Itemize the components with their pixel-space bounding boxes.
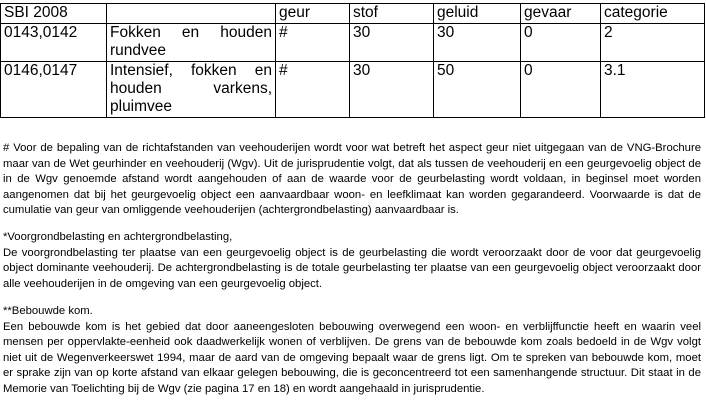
cell-gevaar: 0	[521, 24, 601, 62]
bebouwde-kom-footnote	[3, 304, 701, 397]
bebouwde-kom-footnote-title: **Bebouwde kom.	[3, 305, 93, 317]
table-row	[1, 62, 705, 118]
cell-activity: Intensief, fokken en houden varkens, pluimvee	[107, 62, 276, 118]
header-activity	[107, 4, 276, 24]
header-gevaar: gevaar	[521, 4, 601, 24]
voorgrond-footnote-title: *Voorgrondbelasting en achtergrondbelasting,	[3, 231, 233, 243]
voorgrond-footnote	[3, 230, 701, 292]
cell-geluid: 30	[434, 24, 521, 62]
cell-sbi: 0143,0142	[1, 24, 107, 62]
header-stof: stof	[350, 4, 434, 24]
geur-footnote	[3, 141, 701, 219]
cell-geluid: 50	[434, 62, 521, 118]
category-table	[0, 3, 705, 118]
cell-stof: 30	[350, 62, 434, 118]
voorgrond-footnote-text: De voorgrondbelasting ter plaatse van een geurgevoelig object is de geurbelasting die wordt veroorzaakt door de voor dat geurgevoelig object dominante veehouderij. De achtergrondbelasting is de totale geurbelasting ter plaatse van een geurgevoelig object veroorzaakt door alle veehouderijen in de omgeving van een geurgevoelig object.	[3, 246, 701, 290]
table-row	[1, 24, 705, 62]
table-header-row	[1, 4, 705, 24]
cell-gevaar: 0	[521, 62, 601, 118]
cell-sbi: 0146,0147	[1, 62, 107, 118]
header-geluid: geluid	[434, 4, 521, 24]
cell-geur: #	[276, 24, 350, 62]
header-categorie: categorie	[601, 4, 705, 24]
cell-geur: #	[276, 62, 350, 118]
header-geur: geur	[276, 4, 350, 24]
cell-categorie: 3.1	[601, 62, 705, 118]
geur-footnote-text: # Voor de bepaling van de richtafstanden van veehouderijen wordt voor wat betreft het aspect geur niet uitgegaan van de VNG-Brochure maar van de Wet geurhinder en veehouderij (Wgv). Uit de jurisprudentie volgt, dat als tussen de veehouderij en een geurgevoelig object de in de Wgv genoemde afstand wordt aangehouden of aan de waarde voor de geurbelasting wordt voldaan, in beginsel moet worden aangenomen dat bij het geurgevoelig object een aanvaardbaar woon- en leefklimaat kan worden gegarandeerd. Voorwaarde is dat de cumulatie van geur van omliggende veehouderijen (achtergrondbelasting) aanvaardbaar is.	[3, 142, 701, 216]
cell-activity: Fokken en houden rundvee	[107, 24, 276, 62]
cell-categorie: 2	[601, 24, 705, 62]
header-sbi-2008: SBI 2008	[1, 4, 107, 24]
cell-stof: 30	[350, 24, 434, 62]
bebouwde-kom-footnote-text: Een bebouwde kom is het gebied dat door aaneengesloten bebouwing overwegend een woon- en verblijffunctie heeft en waarin veel mensen per oppervlakte-eenheid ook daadwerkelijk wonen of verblijven. De grens van de bebouwde kom zoals bedoeld in de Wgv volgt niet uit de Wegenverkeerswet 1994, maar de aard van de omgeving bepaalt waar de grens ligt. Om te spreken van bebouwde kom, moet er sprake zijn van op korte afstand van elkaar gelegen bebouwing, die is geconcentreerd tot een samenhangende structuur. Dit staat in de Memorie van Toelichting bij de Wgv (zie pagina 17 en 18) en wordt aangehaald in jurisprudentie.	[3, 320, 701, 395]
